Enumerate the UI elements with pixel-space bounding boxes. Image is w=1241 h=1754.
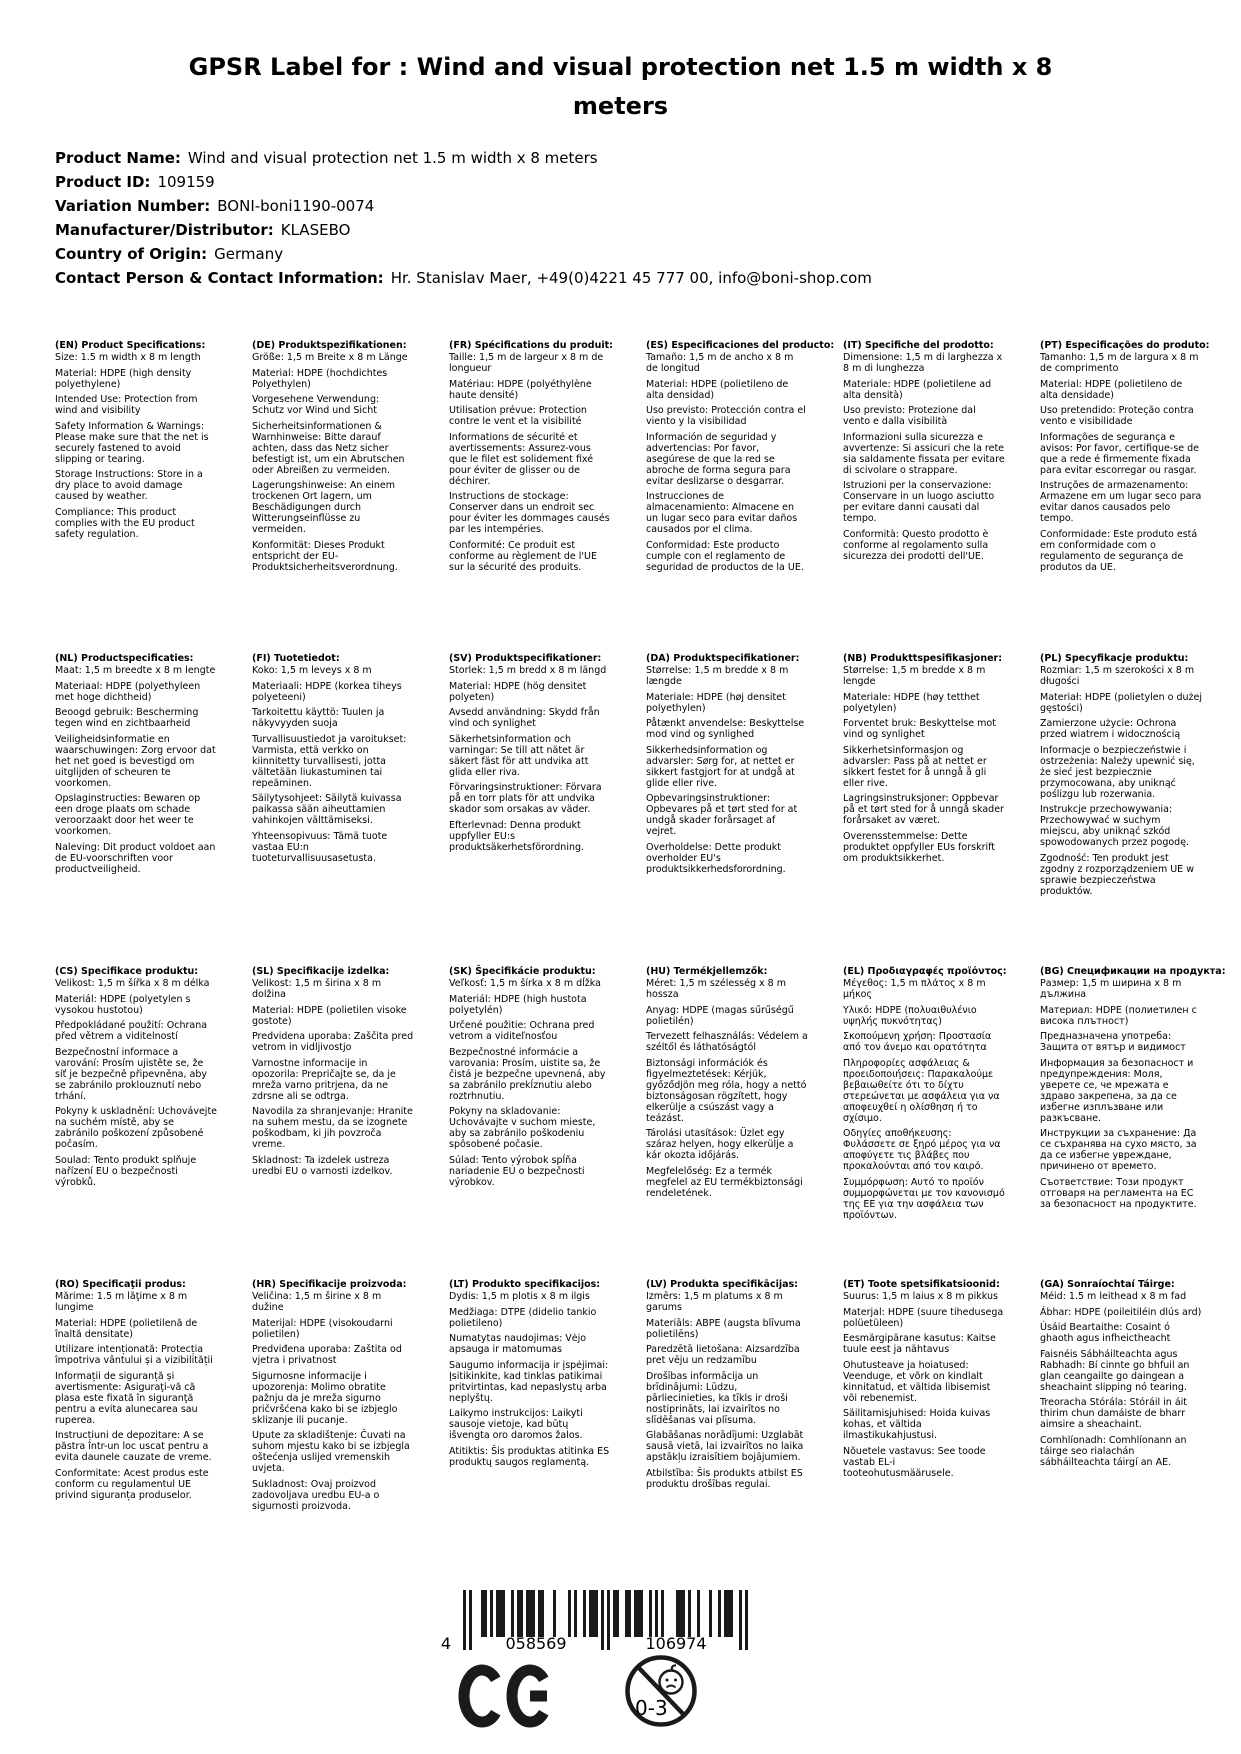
spec-block-header: (EL) Προδιαγραφές προϊόντος: (843, 966, 1007, 977)
spec-block-header: (DE) Produktspezifikationen: (252, 340, 407, 351)
spec-paragraph: Suurus: 1,5 m laius x 8 m pikkus (843, 1291, 998, 1302)
spec-paragraph: Materjal: HDPE (suure tihedusega polüetüleen) (843, 1306, 1004, 1329)
spec-paragraph: Maat: 1,5 m breedte x 8 m lengte (55, 665, 216, 676)
spec-block-header: (ES) Especificaciones del producto: (646, 340, 835, 351)
spec-block-header: (LV) Produkta specifikācijas: (646, 1279, 798, 1290)
spec-block-fr (449, 340, 611, 577)
spec-paragraph: Sikkerhetsinformasjon og advarsler: Pass på at nettet er sikkert festet for å unngå å gli eller rive. (843, 744, 987, 789)
spec-block-header: (ET) Toote spetsifikatsioonid: (843, 1279, 1000, 1290)
spec-block-hr (252, 1279, 414, 1516)
spec-paragraph: Material: HDPE (polietileno de alta densidad) (646, 378, 789, 401)
spec-block-header: (NL) Productspecificaties: (55, 653, 194, 664)
spec-paragraph: Material: HDPE (high density polyethylene) (55, 367, 192, 390)
spec-block-cs (55, 966, 217, 1192)
spec-paragraph: Atitiktis: Šis produktas atitinka ES produktų saugos reglamentą. (449, 1445, 610, 1468)
spec-paragraph: Laikymo instrukcijos: Laikyti sausoje vietoje, kad būtų išvengta oro daromos žalos. (449, 1408, 583, 1441)
spec-paragraph: Varnostne informacije in opozorila: Prepričajte se, da je mreža varno pritrjena, da ne zdrsne ali se odtrga. (252, 1057, 396, 1102)
spec-paragraph: Materiaali: HDPE (korkea tiheys polyeteeni) (252, 680, 402, 703)
spec-block-bg (1040, 966, 1226, 1214)
ce-marking-icon (452, 1662, 554, 1730)
spec-paragraph: Predviđena uporaba: Zaštita od vjetra i privatnost (252, 1344, 402, 1366)
spec-block-sv (449, 653, 611, 857)
spec-block-et (843, 1279, 1005, 1483)
spec-block-hu (646, 966, 808, 1203)
spec-paragraph: Instrucțiuni de depozitare: A se păstra într-un loc uscat pentru a evita daunele cauzate de vreme. (55, 1430, 212, 1463)
spec-paragraph: Größe: 1,5 m Breite x 8 m Länge (252, 352, 408, 363)
product-info-value: KLASEBO (280, 221, 351, 239)
spec-paragraph: Zamierzone użycie: Ochrona przed wiatrem i widocznością (1040, 718, 1181, 740)
spec-paragraph: Paredzētā lietošana: Aizsardzība pret vēju un redzamību (646, 1344, 800, 1366)
spec-paragraph: Bezpečnostné informácie a varovania: Prosím, uistite sa, že čistá je bezpečne upevnená, aby sa zabránilo prekĺznutiu alebo roztrhnutiu. (449, 1046, 606, 1102)
spec-paragraph: Biztonsági információk és figyelmeztetések: Kérjük, győződjön meg róla, hogy a nettó biztonságosan rögzített, hogy elkerülje a csúszást vagy a teázást. (646, 1057, 807, 1124)
spec-paragraph: Размер: 1,5 m ширина x 8 m дължина (1040, 978, 1182, 1000)
product-info-row-country-of-origin (55, 242, 1155, 266)
spec-paragraph: Uso previsto: Protección contra el viento y la visibilidad (646, 405, 806, 427)
spec-paragraph: Förvaringsinstruktioner: Förvara på en torr plats för att undvika skador som orsakas av väder. (449, 782, 602, 815)
spec-paragraph: Size: 1.5 m width x 8 m length (55, 352, 201, 363)
spec-paragraph: Conformidad: Este producto cumple con el reglamento de seguridad de productos de la UE. (646, 539, 804, 573)
spec-paragraph: Beoogd gebruik: Bescherming tegen wind en zichtbaarheid (55, 707, 199, 729)
spec-paragraph: Utilizare intenționată: Protecția împotriva vântului și a vizibilității (55, 1344, 213, 1366)
spec-paragraph: Izmērs: 1,5 m platums x 8 m garums (646, 1291, 783, 1313)
spec-paragraph: Säilitamisjuhised: Hoida kuivas kohas, et vältida ilmastikukahjustusi. (843, 1408, 991, 1441)
spec-paragraph: Uso previsto: Protezione dal vento e dalla visibilità (843, 405, 976, 427)
spec-paragraph: Předpokládané použití: Ochrana před větrem a viditelností (55, 1020, 208, 1042)
product-info-value: Hr. Stanislav Maer, +49(0)4221 45 777 00, info@boni-shop.com (390, 269, 872, 287)
spec-paragraph: Materiāls: ABPE (augsta blīvuma polietilēns) (646, 1317, 801, 1340)
product-info-row-contact (55, 266, 1155, 290)
spec-row-2 (55, 653, 1202, 966)
spec-paragraph: Sicherheitsinformationen & Warnhinweise: Bitte darauf achten, dass das Netz sicher befestigt ist, um ein Abrutschen oder Abreißen zu vermeiden. (252, 420, 405, 476)
spec-block-es (646, 340, 835, 577)
spec-paragraph: Avsedd användning: Skydd från vind och synlighet (449, 707, 600, 729)
spec-paragraph: Atbilstība: Šis produkts atbilst ES produktu drošības regulai. (646, 1467, 803, 1490)
spec-paragraph: Veľkosť: 1,5 m šírka x 8 m dĺžka (449, 978, 601, 989)
spec-paragraph: Veličina: 1,5 m širine x 8 m dužine (252, 1291, 382, 1313)
spec-paragraph: Tamaño: 1,5 m de ancho x 8 m de longitud (646, 352, 794, 374)
spec-paragraph: Utilisation prévue: Protection contre le vent et la visibilité (449, 405, 587, 427)
spec-paragraph: Informații de siguranță și avertismente: Asiguraţi-vă că plasa este fixată în siguranţă pentru a evita alunecarea sau ruperea. (55, 1370, 198, 1426)
spec-block-header: (FI) Tuotetiedot: (252, 653, 340, 664)
spec-paragraph: Οδηγίες αποθήκευσης: Φυλάσσετε σε ξηρό μέρος για να αποφύγετε τις βλάβες που προκαλούνται από τον καιρό. (843, 1128, 1001, 1172)
spec-paragraph: Saugumo informacija ir įspėjimai: Įsitikinkite, kad tinklas patikimai pritvirtintas, kad nepaslystų arba neplyštų. (449, 1359, 609, 1404)
spec-paragraph: Veiligheidsinformatie en waarschuwingen: Zorg ervoor dat het net goed is bevestigd om uitglijden of scheuren te voorkomen. (55, 733, 216, 789)
spec-row-1 (55, 340, 1210, 653)
spec-paragraph: Material: HDPE (polietilen visoke gostote) (252, 1004, 407, 1027)
spec-block-ro (55, 1279, 217, 1505)
spec-paragraph: Предназначена употреба: Защита от вятър и видимост (1040, 1031, 1186, 1053)
spec-row-4 (55, 1279, 1202, 1592)
spec-paragraph: Numatytas naudojimas: Vėjo apsauga ir matomumas (449, 1333, 587, 1355)
spec-paragraph: Instrucciones de almacenamiento: Almacene en un lugar seco para evitar daños causados por el clima. (646, 491, 798, 535)
spec-paragraph: Glabāšanas norādījumi: Uzglabāt sausā vietā, lai izvairītos no laika apstākļu izraisītiem bojājumiem. (646, 1430, 804, 1463)
spec-block-header: (EN) Product Specifications: (55, 340, 206, 351)
product-info-value: Germany (214, 245, 284, 263)
spec-paragraph: Méret: 1,5 m szélesség x 8 m hossza (646, 978, 786, 1000)
spec-block-header: (NB) Produkttspesifikasjoner: (843, 653, 1003, 664)
product-info-label: Country of Origin: (55, 245, 208, 263)
spec-paragraph: Conformité: Ce produit est conforme au règlement de l'UE sur la sécurité des produits. (449, 539, 597, 573)
spec-paragraph: Forventet bruk: Beskyttelse mot vind og synlighet (843, 718, 996, 740)
spec-paragraph: Predvidena uporaba: Zaščita pred vetrom in vidljivostjo (252, 1031, 414, 1053)
spec-paragraph: Material: HDPE (polietileno de alta densidade) (1040, 378, 1183, 401)
spec-paragraph: Navodila za shranjevanje: Hranite na suhem mestu, da se izognete poškodbam, ki jih povzroča vreme. (252, 1106, 413, 1150)
spec-paragraph: Σκοπούμενη χρήση: Προστασία από τον άνεμο και ορατότητα (843, 1031, 992, 1053)
spec-paragraph: Velikost: 1,5 m širina x 8 m dolžina (252, 978, 382, 1000)
spec-row-3 (55, 966, 1226, 1279)
spec-grid (55, 340, 1226, 1592)
spec-block-pt (1040, 340, 1210, 577)
spec-paragraph: Μέγεθος: 1,5 m πλάτος x 8 m μήκος (843, 978, 986, 1000)
spec-paragraph: Tervezett felhasználás: Védelem a széltől és láthatóságtól (646, 1031, 808, 1053)
spec-paragraph: Treoracha Stórála: Stóráil in áit thirim chun damáiste de bharr aimsire a sheachaint. (1040, 1397, 1188, 1430)
spec-paragraph: Anyag: HDPE (magas sűrűségű polietilén) (646, 1004, 794, 1027)
spec-paragraph: Faisnéis Sábháilteachta agus Rabhadh: Bí cinnte go bhfuil an glan ceangailte go daingean a sheachaint slipping nó tearing. (1040, 1348, 1190, 1393)
spec-paragraph: Instrukcje przechowywania: Przechowywać w suchym miejscu, aby uniknąć szkód spowodowanych przez pogodę. (1040, 804, 1190, 848)
spec-paragraph: Conformità: Questo prodotto è conforme al regolamento sulla sicurezza dei prodotti dell'UE. (843, 528, 989, 562)
spec-block-header: (GA) Sonraíochtaí Táirge: (1040, 1279, 1175, 1290)
spec-block-header: (CS) Specifikace produktu: (55, 966, 199, 977)
spec-paragraph: Eesmärgipärane kasutus: Kaitse tuule eest ja nähtavus (843, 1333, 996, 1355)
spec-paragraph: Dimensione: 1,5 m di larghezza x 8 m di lunghezza (843, 352, 1003, 374)
barcode-left-digits: 058569 (505, 1634, 567, 1653)
spec-block-header: (SK) Špecifikácie produktu: (449, 966, 596, 977)
page-title: GPSR Label for : Wind and visual protection net 1.5 m width x 8 meters (188, 53, 1053, 120)
spec-paragraph: Efterlevnad: Denna produkt uppfyller EU:s produktsäkerhetsförordning. (449, 819, 585, 853)
spec-paragraph: Matériau: HDPE (polyéthylène haute densité) (449, 378, 592, 401)
spec-paragraph: Υλικό: HDPE (πολυαιθυλένιο υψηλής πυκνότητας) (843, 1004, 977, 1027)
spec-block-lt (449, 1279, 611, 1472)
spec-paragraph: Tárolási utasítások: Üzlet egy száraz helyen, hogy elkerülje a kár okozta időjárás. (646, 1128, 794, 1161)
spec-paragraph: Sigurnosne informacije i upozorenja: Molimo obratite pažnju da je mreža sigurno pričvršćena kako bi se izbjeglo sklizanje ili pucanje. (252, 1370, 398, 1426)
spec-block-header: (SL) Specifikacije izdelka: (252, 966, 390, 977)
spec-paragraph: Istruzioni per la conservazione: Conservare in un luogo asciutto per evitare danni causati dal tempo. (843, 480, 995, 524)
spec-paragraph: Ohutusteave ja hoiatused: Veenduge, et võrk on kindlalt kinnitatud, et vältida libisemist või rebenemist. (843, 1359, 991, 1404)
product-info-row-product-id (55, 170, 1155, 194)
spec-paragraph: Lagerungshinweise: An einem trockenen Ort lagern, um Beschädigungen durch Witterungseinflüsse zu vermeiden. (252, 480, 396, 535)
spec-block-header: (HR) Specifikacije proizvoda: (252, 1279, 407, 1290)
spec-paragraph: Materiał: HDPE (polietylen o dużej gęstości) (1040, 691, 1202, 714)
spec-paragraph: Compliance: This product complies with the EU product safety regulation. (55, 506, 195, 540)
spec-block-header: (SV) Produktspecifikationer: (449, 653, 602, 664)
spec-paragraph: Ábhar: HDPE (poileitiléin dlús ard) (1040, 1306, 1202, 1318)
spec-paragraph: Nõuetele vastavus: See toode vastab EL-i tooteohutusmäärusele. (843, 1445, 986, 1479)
spec-paragraph: Informações de segurança e avisos: Por favor, certifique-se de que a rede é firmemente fixada para evitar escorregar ou rasgar. (1040, 431, 1200, 476)
product-info-row-product-name (55, 146, 1155, 170)
age-warning-0-3-icon (624, 1654, 698, 1728)
spec-block-pl (1040, 653, 1202, 901)
spec-paragraph: Instructions de stockage: Conserver dans un endroit sec pour éviter les dommages causés par les intempéries. (449, 491, 610, 535)
compliance-symbols (452, 1654, 712, 1732)
product-info-label: Product Name: (55, 149, 181, 167)
spec-paragraph: Информация за безопасност и предупреждения: Моля, уверете се, че мрежата е здраво закрепена, за да се избегне изплъзване или разкъсване. (1040, 1057, 1194, 1124)
product-info (55, 146, 1155, 290)
spec-paragraph: Informations de sécurité et avertissements: Assurez-vous que le filet est solidement fixé pour éviter de glisser ou de déchirer. (449, 431, 594, 487)
spec-paragraph: Súlad: Tento výrobok spĺňa nariadenie EÚ o bezpečnosti výrobkov. (449, 1154, 585, 1188)
spec-paragraph: Turvallisuustiedot ja varoitukset: Varmista, että verkko on kiinnitetty turvallisesti, jotta vältetään liukastuminen tai repeäminen. (252, 733, 407, 789)
spec-paragraph: Säkerhetsinformation och varningar: Se till att nätet är säkert fäst för att undvika att glida eller riva. (449, 733, 589, 778)
spec-paragraph: Материал: HDPE (полиетилен с висока плътност) (1040, 1004, 1197, 1027)
spec-paragraph: Rozmiar: 1,5 m szerokości x 8 m długości (1040, 665, 1195, 687)
product-info-label: Manufacturer/Distributor: (55, 221, 274, 239)
spec-paragraph: Comhlíonadh: Comhlíonann an táirge seo rialachán sábháilteachta táirgí an AE. (1040, 1434, 1187, 1468)
ean-barcode-svg (438, 1590, 750, 1654)
spec-block-sk (449, 966, 611, 1192)
spec-paragraph: Materiál: HDPE (high hustota polyetylén) (449, 993, 587, 1016)
spec-paragraph: Materiale: HDPE (høj densitet polyethylen) (646, 691, 786, 714)
spec-paragraph: Velikost: 1,5 m šířka x 8 m délka (55, 978, 210, 989)
spec-paragraph: Tarkoitettu käyttö: Tuulen ja näkyvyyden suoja (252, 707, 385, 729)
spec-paragraph: Съответствие: Този продукт отговаря на регламента на ЕС за безопасност на продуктите. (1040, 1176, 1197, 1210)
spec-paragraph: Bezpečnostní informace a varování: Prosím ujistěte se, že síť je bezpečně připevněna, aby se zabránilo proklouznutí nebo trhání. (55, 1046, 207, 1102)
spec-block-lv (646, 1279, 808, 1494)
product-info-label: Product ID: (55, 173, 151, 191)
spec-paragraph: Upute za skladištenje: Čuvati na suhom mjestu kako bi se izbjegla oštećenja uslijed vremenskih uvjeta. (252, 1430, 410, 1474)
spec-paragraph: Materiaal: HDPE (polyethyleen met hoge dichtheid) (55, 680, 201, 703)
spec-paragraph: Πληροφορίες ασφάλειας & προειδοποιήσεις: Παρακαλούμε βεβαιωθείτε ότι το δίχτυ στερεώνεται με ασφάλεια για να αποφευχθεί η ολίσθηση ή το σχίσιμο. (843, 1057, 1000, 1124)
spec-block-de (252, 340, 414, 577)
spec-paragraph: Materiál: HDPE (polyetylen s vysokou hustotou) (55, 993, 191, 1016)
spec-paragraph: Påtænkt anvendelse: Beskyttelse mod vind og synlighed (646, 718, 805, 740)
spec-paragraph: Material: HDPE (hochdichtes Polyethylen) (252, 367, 388, 390)
spec-block-header: (RO) Specificaţii produs: (55, 1279, 186, 1290)
product-info-row-variation-number (55, 194, 1155, 218)
spec-paragraph: Συμμόρφωση: Αυτό το προϊόν συμμορφώνεται με τον κανονισμό της ΕΕ για την ασφάλεια των προϊόντων. (843, 1176, 1005, 1221)
spec-paragraph: Koko: 1,5 m leveys x 8 m (252, 665, 372, 676)
spec-paragraph: Storlek: 1,5 m bredd x 8 m längd (449, 665, 607, 676)
spec-block-en (55, 340, 217, 544)
spec-block-it (843, 340, 1005, 566)
ean-barcode (438, 1590, 750, 1654)
spec-paragraph: Taille: 1,5 m de largeur x 8 m de longueur (449, 352, 604, 374)
product-info-value: 109159 (157, 173, 215, 191)
spec-paragraph: Megfelelőség: Ez a termék megfelel az EU termékbiztonsági rendeletének. (646, 1165, 803, 1199)
spec-paragraph: Conformidade: Este produto está em conformidade com o regulamento de segurança de produtos da UE. (1040, 528, 1198, 573)
spec-paragraph: Méid: 1.5 m leithead x 8 m fad (1040, 1291, 1187, 1302)
baby-face-glyph (660, 1665, 683, 1693)
spec-paragraph: Størrelse: 1,5 m bredde x 8 m længde (646, 665, 789, 687)
spec-paragraph: Pokyny na skladovanie: Uchovávajte v suchom mieste, aby sa zabránilo poškodeniu spôsobené počasie. (449, 1106, 596, 1150)
spec-paragraph: Yhteensopivuus: Tämä tuote vastaa EU:n tuoteturvallisuusasetusta. (252, 830, 388, 864)
spec-paragraph: Инструкции за съхранение: Да се съхранява на сухо място, за да се избегне увреждане, причинено от времето. (1040, 1128, 1197, 1172)
age-warning-label: 0-3 (635, 1696, 668, 1720)
spec-paragraph: Overensstemmelse: Dette produktet oppfyller EUs forskrift om produktsikkerhet. (843, 830, 996, 864)
barcode-right-digits: 106974 (645, 1634, 707, 1653)
spec-block-header: (IT) Specifiche del prodotto: (843, 340, 994, 351)
spec-block-header: (LT) Produkto specifikacijos: (449, 1279, 601, 1290)
spec-paragraph: Safety Information & Warnings: Please make sure that the net is securely fastened to avoid slipping or tearing. (55, 420, 209, 465)
spec-paragraph: Sukladnost: Ovaj proizvod zadovoljava uredbu EU-a o sigurnosti proizvoda. (252, 1478, 380, 1512)
spec-block-header: (HU) Termékjellemzők: (646, 966, 768, 977)
spec-paragraph: Uso pretendido: Proteção contra vento e visibilidade (1040, 405, 1194, 427)
product-info-label: Variation Number: (55, 197, 211, 215)
spec-paragraph: Konformität: Dieses Produkt entspricht der EU-Produktsicherheitsverordnung. (252, 539, 398, 573)
spec-paragraph: Conformitate: Acest produs este conform cu regulamentul UE privind siguranța produselor. (55, 1467, 209, 1501)
spec-paragraph: Instruções de armazenamento: Armazene em um lugar seco para evitar danos causados pelo tempo. (1040, 480, 1202, 524)
spec-paragraph: Soulad: Tento produkt splňuje nařízení EU o bezpečnosti výrobků. (55, 1154, 197, 1188)
spec-paragraph: Lagringsinstruksjoner: Oppbevar på et tørt sted for å unngå skader forårsaket av været. (843, 793, 1004, 826)
product-info-row-manufacturer-distributor (55, 218, 1155, 242)
spec-paragraph: Storage Instructions: Store in a dry place to avoid damage caused by weather. (55, 469, 203, 502)
product-info-value: BONI-boni1190-0074 (217, 197, 375, 215)
spec-paragraph: Úsáid Beartaithe: Cosaint ó ghaoth agus infheictheacht (1040, 1322, 1171, 1344)
spec-paragraph: Overholdelse: Dette produkt overholder EU's produktsikkerhedsforordning. (646, 841, 786, 875)
spec-block-fi (252, 653, 414, 868)
spec-paragraph: Naleving: Dit product voldoet aan de EU-voorschriften voor productveiligheid. (55, 841, 216, 875)
spec-block-header: (PT) Especificações do produto: (1040, 340, 1210, 351)
spec-paragraph: Skladnost: Ta izdelek ustreza uredbi EU o varnosti izdelkov. (252, 1154, 393, 1177)
spec-paragraph: Información de seguridad y advertencias: Por favor, asegúrese de que la red se abroche de forma segura para evitar deslizarse o desgarrar. (646, 431, 791, 487)
product-info-value: Wind and visual protection net 1.5 m width x 8 meters (187, 149, 598, 167)
spec-paragraph: Materijal: HDPE (visokoudarni polietilen) (252, 1317, 393, 1340)
spec-paragraph: Opbevaringsinstruktioner: Opbevares på et tørt sted for at undgå skader forårsaget af vejret. (646, 793, 798, 837)
spec-block-header: (FR) Spécifications du produit: (449, 340, 613, 351)
spec-block-nl (55, 653, 217, 879)
spec-paragraph: Størrelse: 1,5 m bredde x 8 m lengde (843, 665, 986, 687)
spec-paragraph: Určené použitie: Ochrana pred vetrom a viditeľnosťou (449, 1020, 595, 1042)
spec-paragraph: Säilytysohjeet: Säilytä kuivassa paikassa sään aiheuttamien vahinkojen välttämiseksi. (252, 793, 402, 826)
spec-paragraph: Tamanho: 1,5 m de largura x 8 m de comprimento (1040, 352, 1199, 374)
spec-paragraph: Informazioni sulla sicurezza e avvertenze: Si assicuri che la rete sia saldamente fissata per evitare di scivolare o strappare. (843, 431, 1005, 476)
spec-block-header: (PL) Specyfikacje produktu: (1040, 653, 1189, 664)
spec-paragraph: Mărime: 1.5 m lăţime x 8 m lungime (55, 1291, 188, 1313)
spec-paragraph: Material: HDPE (hög densitet polyeten) (449, 680, 587, 703)
spec-paragraph: Medžiaga: DTPE (didelio tankio polietileno) (449, 1306, 597, 1329)
spec-paragraph: Pokyny k uskladnění: Uchovávejte na suchém místě, aby se zabránilo poškození způsobené počasím. (55, 1106, 218, 1150)
product-info-label: Contact Person & Contact Information: (55, 269, 384, 287)
spec-paragraph: Material: HDPE (polietilenă de înaltă densitate) (55, 1317, 198, 1340)
spec-block-da (646, 653, 808, 879)
spec-block-nb (843, 653, 1005, 868)
spec-block-sl (252, 966, 414, 1181)
spec-paragraph: Materiale: HDPE (polietilene ad alta densità) (843, 378, 992, 401)
spec-paragraph: Vorgesehene Verwendung: Schutz vor Wind und Sicht (252, 394, 380, 416)
spec-block-header: (DA) Produktspecifikationer: (646, 653, 800, 664)
spec-paragraph: Opslaginstructies: Bewaren op een droge plaats om schade veroorzaakt door het weer te voorkomen. (55, 793, 201, 837)
spec-paragraph: Dydis: 1,5 m plotis x 8 m ilgis (449, 1291, 590, 1302)
spec-paragraph: Drošības informācija un brīdinājumi: Lūdzu, pārliecinieties, ka tīkls ir droši nostiprināts, lai izvairītos no slīdēšanas vai plīsuma. (646, 1370, 788, 1426)
spec-paragraph: Zgodność: Ten produkt jest zgodny z rozporządzeniem UE w sprawie bezpieczeństwa produktów. (1040, 852, 1194, 897)
spec-block-ga (1040, 1279, 1202, 1472)
spec-block-el (843, 966, 1005, 1225)
spec-paragraph: Informacje o bezpieczeństwie i ostrzeżenia: Należy upewnić się, że sieć jest bezpiecznie przymocowana, aby uniknąć poślizgu lub rozerwania. (1040, 744, 1195, 800)
spec-paragraph: Sikkerhedsinformation og advarsler: Sørg for, at nettet er sikkert fastgjort for at undgå at glide eller rive. (646, 744, 795, 789)
barcode-prefix-digit: 4 (440, 1634, 452, 1653)
spec-paragraph: Materiale: HDPE (høy tetthet polyetylen) (843, 691, 980, 714)
spec-paragraph: Intended Use: Protection from wind and visibility (55, 394, 198, 416)
spec-block-header: (BG) Спецификации на продукта: (1040, 966, 1226, 977)
